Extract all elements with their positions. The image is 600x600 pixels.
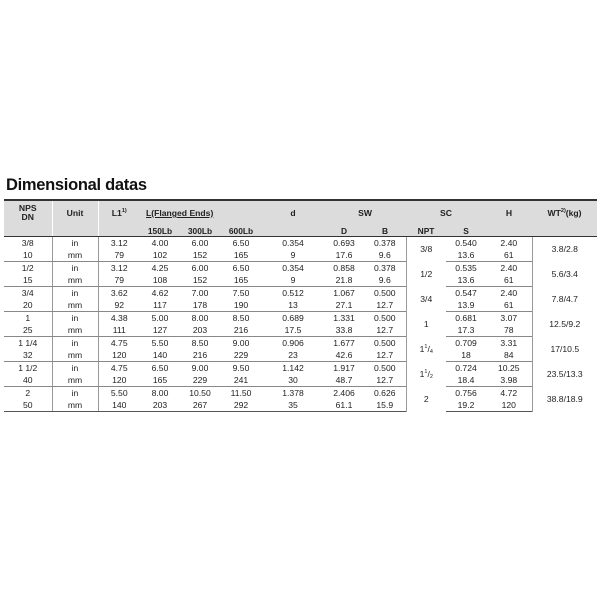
unit-cell: in	[52, 362, 98, 375]
value-cell: 0.858	[333, 263, 355, 273]
value-cell: 152	[180, 274, 220, 287]
wt-cell: 5.6/3.4	[532, 262, 597, 287]
dn-cell: 32	[4, 349, 52, 362]
header-nps-dn: NPS DN	[4, 200, 52, 225]
value-cell: 120	[486, 399, 532, 412]
npt-cell	[406, 312, 446, 337]
value-cell: 0.500	[374, 288, 396, 298]
value-cell: 120	[98, 374, 140, 387]
header-row-main	[4, 200, 597, 225]
unit-cell: mm	[52, 274, 98, 287]
value-cell: 4.72	[500, 388, 518, 398]
value-cell: 10.50	[189, 388, 211, 398]
value-cell: 140	[98, 399, 140, 412]
table-row	[4, 312, 597, 325]
value-cell: 8.50	[232, 313, 250, 323]
value-cell: 0.724	[455, 363, 477, 373]
value-cell: 12.7	[364, 299, 406, 312]
value-cell: 229	[220, 349, 262, 362]
value-cell: 4.00	[151, 238, 169, 248]
value-cell: 42.6	[324, 349, 364, 362]
value-cell: 0.354	[282, 263, 304, 273]
value-cell: 6.00	[191, 238, 209, 248]
table-row	[4, 274, 597, 287]
nps-cell: 1	[4, 312, 52, 325]
value-cell: 165	[220, 274, 262, 287]
value-cell: 9.50	[232, 363, 250, 373]
value-cell: 8.00	[151, 388, 169, 398]
value-cell: 267	[180, 399, 220, 412]
value-cell: 0.547	[455, 288, 477, 298]
value-cell: 102	[140, 249, 180, 262]
header-l-flanged-ends: L(Flanged Ends)	[140, 200, 262, 225]
wt-cell: 12.5/9.2	[532, 312, 597, 337]
value-cell: 7.00	[191, 288, 209, 298]
table-row	[4, 374, 597, 387]
value-cell: 13.9	[446, 299, 486, 312]
value-cell: 5.50	[151, 338, 169, 348]
unit-cell: mm	[52, 399, 98, 412]
table-row	[4, 324, 597, 337]
value-cell: 84	[486, 349, 532, 362]
value-cell: 2.40	[500, 288, 518, 298]
value-cell: 0.512	[282, 288, 304, 298]
value-cell: 13.6	[446, 274, 486, 287]
header-d-lower: d	[262, 200, 324, 225]
value-cell: 0.626	[374, 388, 396, 398]
npt-value: 3/4	[420, 294, 433, 304]
npt-value: 2	[423, 394, 429, 404]
table-row	[4, 299, 597, 312]
value-cell: 3.12	[110, 238, 128, 248]
npt-fraction: $^1/_4$	[424, 344, 433, 355]
value-cell: 79	[98, 249, 140, 262]
value-cell: 0.709	[455, 338, 477, 348]
value-cell: 3.12	[110, 263, 128, 273]
value-cell: 229	[180, 374, 220, 387]
value-cell: 8.50	[191, 338, 209, 348]
unit-cell: mm	[52, 374, 98, 387]
value-cell: 5.50	[110, 388, 128, 398]
value-cell: 0.689	[282, 313, 304, 323]
table-row	[4, 362, 597, 375]
value-cell: 6.50	[232, 263, 250, 273]
nps-cell: 1 1/2	[4, 362, 52, 375]
value-cell: 61.1	[324, 399, 364, 412]
value-cell: 0.378	[374, 263, 396, 273]
wt-cell: 7.8/4.7	[532, 287, 597, 312]
value-cell: 152	[180, 249, 220, 262]
value-cell: 4.25	[151, 263, 169, 273]
value-cell: 9.00	[191, 363, 209, 373]
value-cell: 30	[262, 374, 324, 387]
value-cell: 35	[262, 399, 324, 412]
value-cell: 13.6	[446, 249, 486, 262]
value-cell: 203	[180, 324, 220, 337]
value-cell: 241	[220, 374, 262, 387]
value-cell: 4.38	[110, 313, 128, 323]
table-row	[4, 249, 597, 262]
table-row	[4, 349, 597, 362]
value-cell: 1.378	[282, 388, 304, 398]
value-cell: 9	[262, 274, 324, 287]
table-row	[4, 262, 597, 275]
header-wt: WT$^{2)}$(kg)	[532, 200, 597, 225]
value-cell: 6.50	[151, 363, 169, 373]
npt-value: 3/8	[420, 244, 433, 255]
npt-value: 1/2	[420, 269, 433, 279]
value-cell: 3.98	[486, 374, 532, 387]
value-cell: 9	[262, 249, 324, 262]
npt-cell	[406, 387, 446, 412]
dn-cell: 25	[4, 324, 52, 337]
value-cell: 48.7	[324, 374, 364, 387]
value-cell: 120	[98, 349, 140, 362]
header-sc: SC	[406, 200, 486, 225]
value-cell: 27.1	[324, 299, 364, 312]
header-300lb: 300Lb	[180, 225, 220, 237]
unit-cell: in	[52, 262, 98, 275]
unit-cell: in	[52, 287, 98, 300]
value-cell: 9.00	[232, 338, 250, 348]
value-cell: 79	[98, 274, 140, 287]
value-cell: 11.50	[230, 388, 252, 398]
npt-fraction: $^1/_2$	[424, 369, 433, 380]
value-cell: 21.8	[324, 274, 364, 287]
value-cell: 92	[98, 299, 140, 312]
value-cell: 108	[140, 274, 180, 287]
value-cell: 165	[220, 249, 262, 262]
dn-cell: 50	[4, 399, 52, 412]
value-cell: 6.00	[191, 263, 209, 273]
value-cell: 178	[180, 299, 220, 312]
value-cell: 0.500	[374, 363, 396, 373]
value-cell: 15.9	[364, 399, 406, 412]
header-l1: L1$^{1)}$	[98, 200, 140, 225]
nps-cell: 3/4	[4, 287, 52, 300]
value-cell: 0.535	[455, 263, 477, 273]
value-cell: 33.8	[324, 324, 364, 337]
table-row	[4, 399, 597, 412]
value-cell: 78	[486, 324, 532, 337]
page-title: Dimensional datas	[6, 176, 147, 194]
header-sw: SW	[324, 200, 406, 225]
value-cell: 23	[262, 349, 324, 362]
wt-cell: 17/10.5	[532, 337, 597, 362]
npt-value: 1	[423, 319, 429, 329]
value-cell: 3.07	[500, 313, 518, 323]
value-cell: 13	[262, 299, 324, 312]
npt-cell	[406, 237, 446, 262]
value-cell: 292	[220, 399, 262, 412]
value-cell: 61	[486, 274, 532, 287]
value-cell: 165	[140, 374, 180, 387]
value-cell: 3.31	[500, 338, 518, 348]
value-cell: 3.62	[110, 288, 128, 298]
value-cell: 17.5	[262, 324, 324, 337]
unit-cell: mm	[52, 324, 98, 337]
value-cell: 216	[220, 324, 262, 337]
header-D: D	[324, 225, 364, 237]
npt-value: 1	[419, 344, 425, 354]
npt-cell	[406, 337, 446, 362]
unit-cell: in	[52, 387, 98, 400]
unit-cell: in	[52, 337, 98, 350]
value-cell: 17.6	[324, 249, 364, 262]
value-cell: 1.677	[333, 338, 355, 348]
npt-cell	[406, 287, 446, 312]
value-cell: 2.40	[500, 263, 518, 273]
dimensional-data-table	[4, 199, 597, 412]
nps-cell: 1/2	[4, 262, 52, 275]
value-cell: 17.3	[446, 324, 486, 337]
wt-cell: 23.5/13.3	[532, 362, 597, 387]
value-cell: 111	[98, 324, 140, 337]
header-h: H	[486, 200, 532, 225]
value-cell: 6.50	[232, 238, 250, 248]
header-150lb: 150Lb	[140, 225, 180, 237]
value-cell: 190	[220, 299, 262, 312]
value-cell: 5.00	[151, 313, 169, 323]
value-cell: 4.75	[110, 363, 128, 373]
header-600lb: 600Lb	[220, 225, 262, 237]
value-cell: 12.7	[364, 324, 406, 337]
wt-cell: 3.8/2.8	[532, 237, 597, 262]
value-cell: 8.00	[191, 313, 209, 323]
value-cell: 216	[180, 349, 220, 362]
value-cell: 0.540	[455, 238, 477, 248]
header-S: S	[446, 225, 486, 237]
value-cell: 9.6	[364, 274, 406, 287]
dn-cell: 40	[4, 374, 52, 387]
nps-cell: 2	[4, 387, 52, 400]
header-row-sub	[4, 225, 597, 237]
npt-cell	[406, 362, 446, 387]
unit-cell: mm	[52, 249, 98, 262]
table-row	[4, 387, 597, 400]
unit-cell: mm	[52, 299, 98, 312]
value-cell: 4.75	[110, 338, 128, 348]
value-cell: 12.7	[364, 374, 406, 387]
value-cell: 0.906	[282, 338, 304, 348]
unit-cell: in	[52, 312, 98, 325]
npt-cell	[406, 262, 446, 287]
table-body	[4, 237, 597, 412]
value-cell: 1.067	[333, 288, 355, 298]
value-cell: 1.142	[282, 363, 304, 373]
value-cell: 0.500	[374, 313, 396, 323]
value-cell: 7.50	[232, 288, 250, 298]
value-cell: 10.25	[498, 363, 520, 373]
unit-cell: in	[52, 237, 98, 250]
value-cell: 18.4	[446, 374, 486, 387]
value-cell: 12.7	[364, 349, 406, 362]
value-cell: 9.6	[364, 249, 406, 262]
table-row	[4, 287, 597, 300]
dn-cell: 15	[4, 274, 52, 287]
value-cell: 0.681	[455, 313, 477, 323]
value-cell: 0.354	[282, 238, 304, 248]
value-cell: 117	[140, 299, 180, 312]
value-cell: 140	[140, 349, 180, 362]
header-npt: NPT	[406, 225, 446, 237]
value-cell: 203	[140, 399, 180, 412]
value-cell: 1.331	[333, 313, 355, 323]
value-cell: 4.62	[151, 288, 169, 298]
table-row	[4, 337, 597, 350]
nps-cell: 1 1/4	[4, 337, 52, 350]
header-unit: Unit	[52, 200, 98, 225]
header-B: B	[364, 225, 406, 237]
value-cell: 0.756	[455, 388, 477, 398]
table-row	[4, 237, 597, 250]
value-cell: 61	[486, 249, 532, 262]
npt-value: 1	[419, 369, 425, 379]
value-cell: 18	[446, 349, 486, 362]
dn-cell: 10	[4, 249, 52, 262]
value-cell: 2.406	[333, 388, 355, 398]
nps-cell: 3/8	[4, 237, 52, 250]
value-cell: 1.917	[333, 363, 355, 373]
value-cell: 19.2	[446, 399, 486, 412]
wt-cell: 38.8/18.9	[532, 387, 597, 412]
value-cell: 0.500	[374, 338, 396, 348]
value-cell: 0.378	[374, 238, 396, 248]
value-cell: 2.40	[500, 238, 518, 248]
value-cell: 0.693	[333, 238, 355, 248]
value-cell: 127	[140, 324, 180, 337]
unit-cell: mm	[52, 349, 98, 362]
value-cell: 61	[486, 299, 532, 312]
dn-cell: 20	[4, 299, 52, 312]
